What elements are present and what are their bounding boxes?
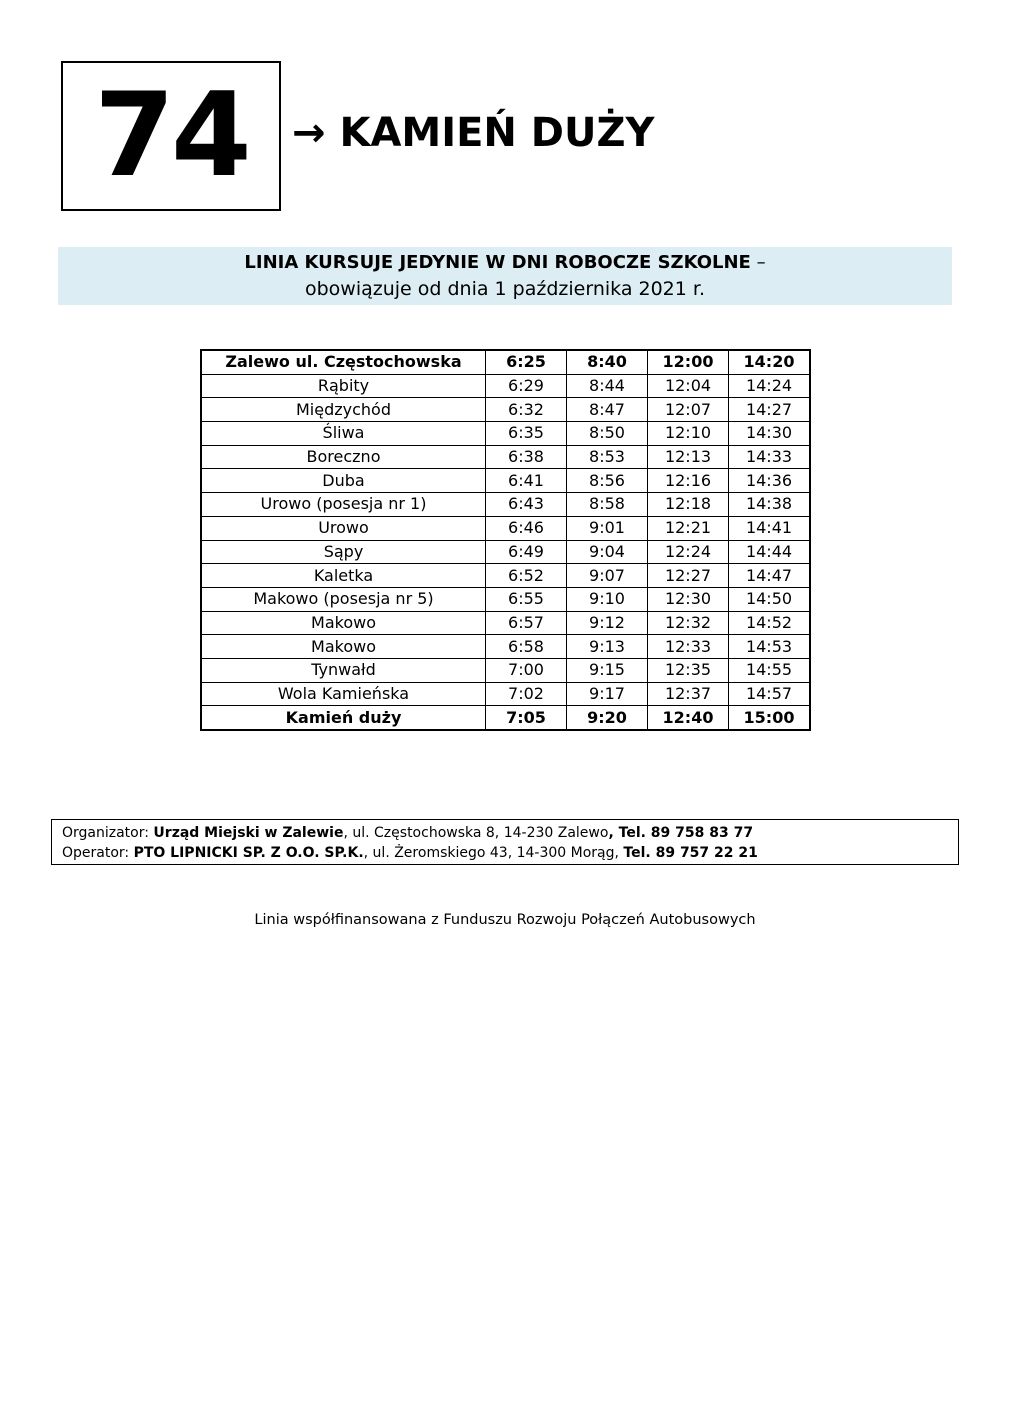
info-box [51,819,959,865]
departure-time-cell: 8:56 [567,469,648,493]
departure-time-cell: 8:44 [567,374,648,398]
departure-time-cell: 9:07 [567,564,648,588]
stop-name-cell: Zalewo ul. Częstochowska [201,350,486,374]
departure-time-cell: 6:58 [486,635,567,659]
departure-time-cell: 8:40 [567,350,648,374]
table-row [201,682,810,706]
stop-name-cell: Wola Kamieńska [201,682,486,706]
table-row [201,422,810,446]
departure-time-cell: 6:41 [486,469,567,493]
departure-time-cell: 9:15 [567,658,648,682]
operator-label: Operator: [62,845,134,861]
departure-time-cell: 6:46 [486,516,567,540]
departure-time-cell: 6:38 [486,445,567,469]
departure-time-cell: 14:47 [729,564,811,588]
departure-time-cell: 14:41 [729,516,811,540]
notice-bold-text: LINIA KURSUJE JEDYNIE W DNI ROBOCZE SZKOLNE [244,252,751,273]
departure-time-cell: 14:50 [729,587,811,611]
line-number-box [61,61,281,211]
operator-name: PTO LIPNICKI SP. Z O.O. SP.K. [133,845,364,861]
organizer-name: Urząd Miejski w Zalewie [153,825,344,841]
table-row [201,564,810,588]
departure-time-cell: 12:40 [648,706,729,730]
stop-name-cell: Makowo [201,635,486,659]
organizer-phone: , Tel. 89 758 83 77 [608,825,754,841]
departure-time-cell: 12:21 [648,516,729,540]
organizer-label: Organizator: [62,825,154,841]
notice-validity: obowiązuje od dnia 1 października 2021 r. [304,278,706,300]
departure-time-cell: 7:02 [486,682,567,706]
departure-time-cell: 9:01 [567,516,648,540]
timetable [200,349,811,731]
departure-time-cell: 12:00 [648,350,729,374]
organizer-address: , ul. Częstochowska 8, 14-230 Zalewo [343,825,609,841]
stop-name-cell: Urowo (posesja nr 1) [201,493,486,517]
departure-time-cell: 9:20 [567,706,648,730]
stop-name-cell: Boreczno [201,445,486,469]
operator-phone: Tel. 89 757 22 21 [623,845,758,861]
departure-time-cell: 9:10 [567,587,648,611]
departure-time-cell: 12:18 [648,493,729,517]
departure-time-cell: 8:53 [567,445,648,469]
notice-line-1 [58,250,952,276]
departure-time-cell: 14:36 [729,469,811,493]
departure-time-cell: 12:32 [648,611,729,635]
stop-name-cell: Śliwa [201,422,486,446]
table-row [201,635,810,659]
departure-time-cell: 14:44 [729,540,811,564]
table-row [201,587,810,611]
departure-time-cell: 14:52 [729,611,811,635]
departure-time-cell: 12:33 [648,635,729,659]
departure-time-cell: 6:43 [486,493,567,517]
stop-name-cell: Kamień duży [201,706,486,730]
departure-time-cell: 6:35 [486,422,567,446]
table-row [201,611,810,635]
stop-name-cell: Makowo (posesja nr 5) [201,587,486,611]
departure-time-cell: 6:29 [486,374,567,398]
departure-time-cell: 8:50 [567,422,648,446]
departure-time-cell: 12:35 [648,658,729,682]
departure-time-cell: 9:04 [567,540,648,564]
departure-time-cell: 14:57 [729,682,811,706]
table-row [201,516,810,540]
departure-time-cell: 15:00 [729,706,811,730]
footer-cofinancing-note: Linia współfinansowana z Funduszu Rozwoju Połączeń Autobusowych [254,912,756,928]
stop-name-cell: Urowo [201,516,486,540]
departure-time-cell: 12:07 [648,398,729,422]
departure-time-cell: 6:25 [486,350,567,374]
departure-time-cell: 9:12 [567,611,648,635]
table-row [201,658,810,682]
departure-time-cell: 14:24 [729,374,811,398]
destination-title: → KAMIEŃ DUŻY [292,110,655,156]
table-row [201,540,810,564]
table-row [201,398,810,422]
stop-name-cell: Tynwałd [201,658,486,682]
table-row [201,350,810,374]
departure-time-cell: 6:55 [486,587,567,611]
table-row [201,469,810,493]
table-row [201,493,810,517]
departure-time-cell: 12:13 [648,445,729,469]
table-row [201,445,810,469]
stop-name-cell: Kaletka [201,564,486,588]
notice-banner [58,247,952,305]
departure-time-cell: 7:05 [486,706,567,730]
departure-time-cell: 12:37 [648,682,729,706]
departure-time-cell: 12:10 [648,422,729,446]
departure-time-cell: 12:30 [648,587,729,611]
stop-name-cell: Rąbity [201,374,486,398]
departure-time-cell: 9:13 [567,635,648,659]
departure-time-cell: 14:20 [729,350,811,374]
timetable-body [201,350,810,730]
departure-time-cell: 14:30 [729,422,811,446]
departure-time-cell: 14:55 [729,658,811,682]
line-number: 74 [94,68,248,203]
departure-time-cell: 8:47 [567,398,648,422]
departure-time-cell: 12:27 [648,564,729,588]
organizer-line [62,823,948,843]
departure-time-cell: 6:49 [486,540,567,564]
stop-name-cell: Makowo [201,611,486,635]
stop-name-cell: Międzychód [201,398,486,422]
table-row [201,374,810,398]
stop-name-cell: Duba [201,469,486,493]
departure-time-cell: 9:17 [567,682,648,706]
departure-time-cell: 14:53 [729,635,811,659]
departure-time-cell: 7:00 [486,658,567,682]
departure-time-cell: 8:58 [567,493,648,517]
operator-line [62,843,948,863]
departure-time-cell: 12:24 [648,540,729,564]
departure-time-cell: 14:38 [729,493,811,517]
departure-time-cell: 12:16 [648,469,729,493]
departure-time-cell: 6:57 [486,611,567,635]
stop-name-cell: Sąpy [201,540,486,564]
departure-time-cell: 6:32 [486,398,567,422]
departure-time-cell: 14:33 [729,445,811,469]
table-row [201,706,810,730]
departure-time-cell: 12:04 [648,374,729,398]
departure-time-cell: 6:52 [486,564,567,588]
notice-dash: – [750,252,766,273]
departure-time-cell: 14:27 [729,398,811,422]
operator-address: , ul. Żeromskiego 43, 14-300 Morąg, [363,845,624,861]
